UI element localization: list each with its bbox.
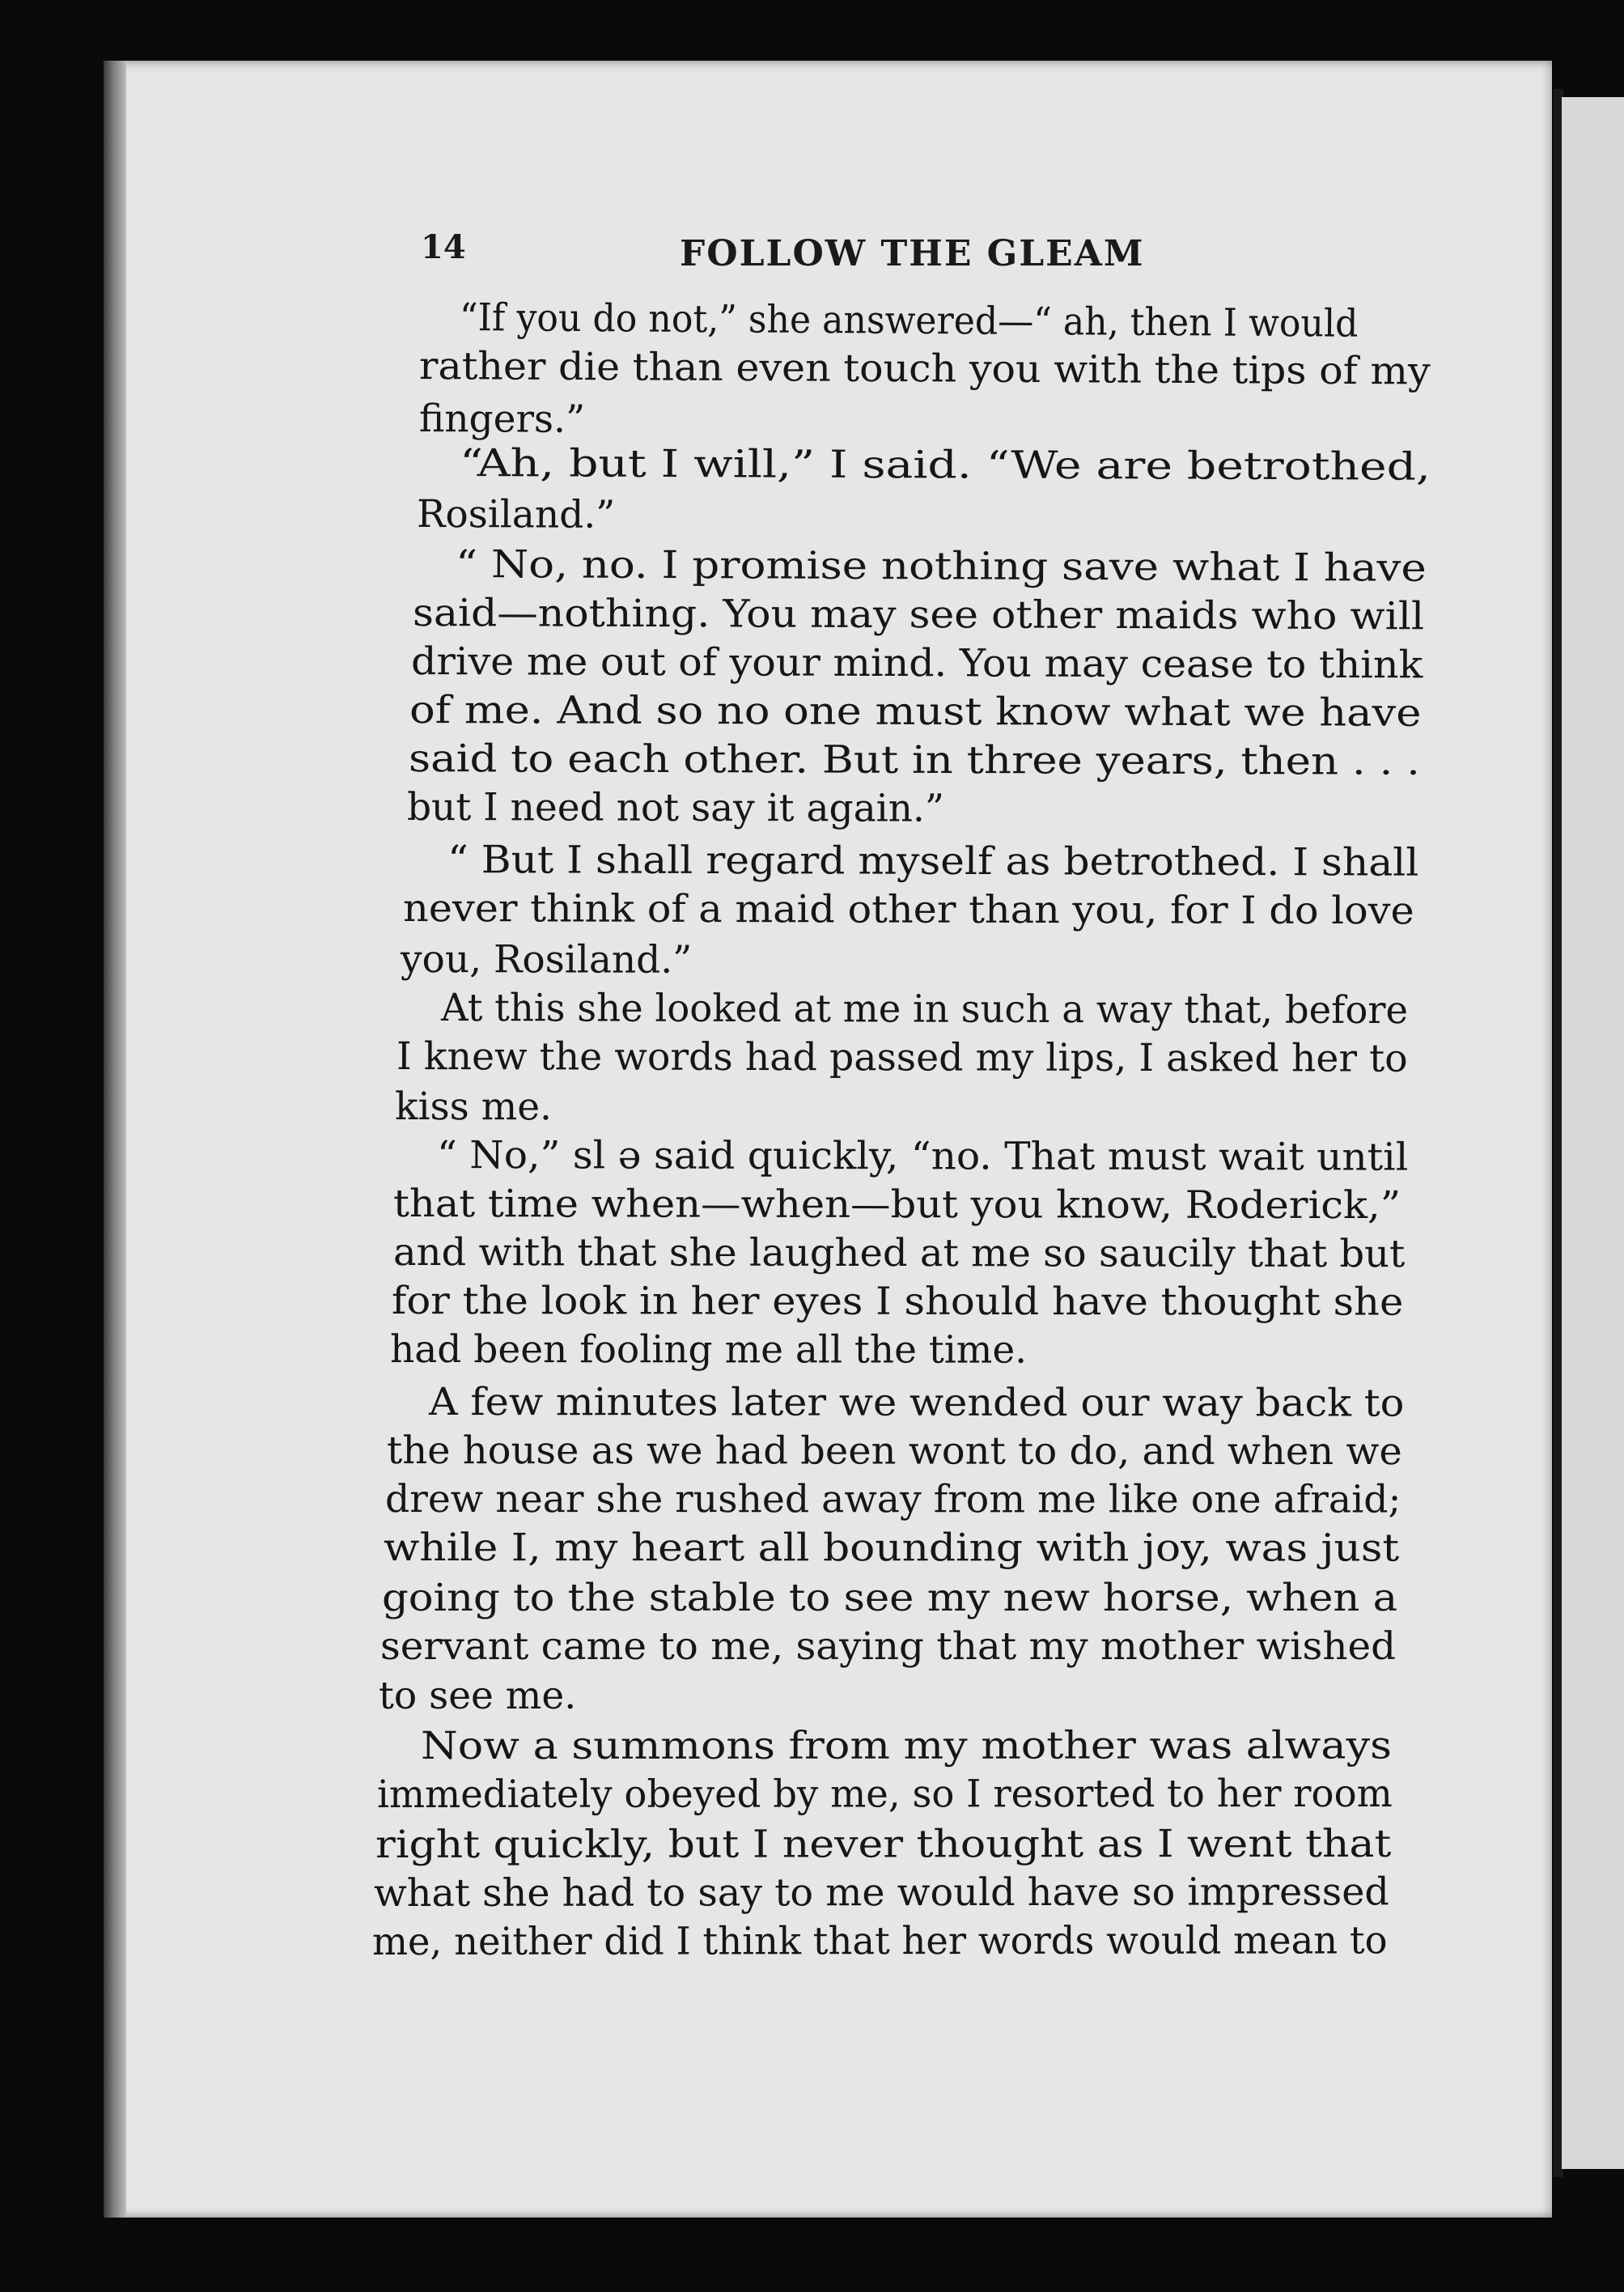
text-line: A few minutes later we wended our way back to bbox=[428, 1380, 1405, 1426]
text-line: to see me. bbox=[379, 1674, 577, 1718]
text-line: had been fooling me all the time. bbox=[389, 1327, 1028, 1373]
text-line: right quickly, but I never thought as I went that bbox=[375, 1821, 1392, 1867]
page-number: 14 bbox=[421, 228, 466, 266]
text-line: “If you do not,” she answered—“ ah, then I would bbox=[459, 295, 1359, 346]
text-line: immediately obeyed by me, so I resorted to her room bbox=[376, 1771, 1393, 1817]
text-line: but I need not say it again.” bbox=[406, 785, 944, 831]
text-line: servant came to me, saying that my mother wished bbox=[380, 1624, 1397, 1669]
text-line: Now a summons from my mother was always bbox=[420, 1723, 1392, 1768]
text-line: I knew the words had passed my lips, I asked her to bbox=[396, 1034, 1408, 1081]
text-line: me, neither did I think that her words would mean to bbox=[371, 1918, 1388, 1964]
text-line: the house as we had been wont to do, and when we bbox=[386, 1428, 1402, 1475]
text-line: kiss me. bbox=[394, 1084, 553, 1130]
text-line: At this she looked at me in such a way that, before bbox=[440, 986, 1409, 1034]
text-line: drive me out of your mind. You may cease to think bbox=[410, 639, 1423, 688]
text-line: fingers.” bbox=[418, 397, 586, 442]
text-line: what she had to say to me would have so impressed bbox=[373, 1870, 1389, 1916]
text-line: for the look in her eyes I should have thought she bbox=[391, 1279, 1404, 1325]
text-line: you, Rosiland.” bbox=[400, 937, 693, 983]
text-line: “ But I shall regard myself as betrothed. I shall bbox=[447, 838, 1419, 885]
text-line: and with that she laughed at me so saucily that but bbox=[392, 1230, 1406, 1277]
text-line: “ No, no. I promise nothing save what I have bbox=[455, 542, 1427, 591]
text-line: drew near she rushed away from me like one afraid; bbox=[384, 1477, 1401, 1522]
text-line: that time when—when—but you know, Roderick,” bbox=[392, 1182, 1401, 1229]
text-line: “ No,” sl ə said quickly, “no. That must wait until bbox=[436, 1133, 1409, 1180]
text-line: “Ah, but I will,” I said. “We are betrothed, bbox=[459, 441, 1431, 490]
text-line: said—nothing. You may see other maids who will bbox=[412, 591, 1425, 639]
text-line: never think of a maid other than you, for I do love bbox=[402, 886, 1414, 934]
text-line: going to the stable to see my new horse, when a bbox=[382, 1576, 1398, 1620]
text-line: Rosiland.” bbox=[416, 492, 616, 537]
text-line: of me. And so no one must know what we have bbox=[409, 688, 1422, 736]
text-line: said to each other. But in three years, then . . . bbox=[408, 736, 1421, 784]
text-line: rather die than even touch you with the tips of my bbox=[418, 344, 1431, 394]
text-line: while I, my heart all bounding with joy, was just bbox=[383, 1526, 1400, 1571]
running-title: FOLLOW THE GLEAM bbox=[680, 233, 1145, 274]
